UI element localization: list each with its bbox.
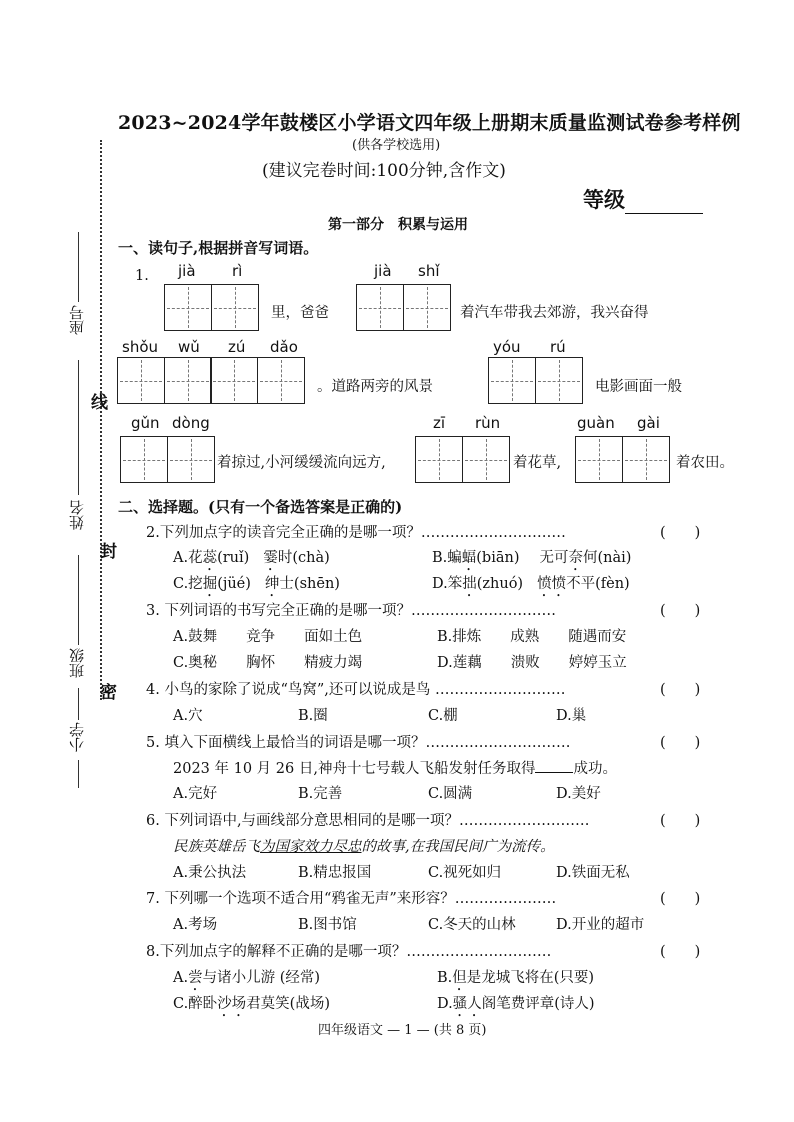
q5-option-b[interactable]: B.完善 — [298, 786, 343, 802]
q8-answer-blank[interactable]: ( ) — [660, 944, 701, 960]
exam-title: 2023~2024学年鼓楼区小学语文四年级上册期末质量监测试卷参考样例 — [118, 112, 741, 134]
school-line[interactable] — [78, 688, 79, 720]
q5-sentence: 2023 年 10 月 26 日,神舟十七号载人飞船发射任务取得 成功。 — [173, 761, 617, 777]
q6-option-d[interactable]: D.铁面无私 — [556, 865, 630, 881]
grade-field — [583, 184, 703, 214]
seat-label: 座号 — [68, 305, 86, 335]
q3-option-b[interactable]: B.排炼 成熟 随遇而安 — [437, 629, 627, 645]
q8-option-a[interactable]: A.尝与诸小儿游 (经常) — [173, 970, 321, 986]
pinyin-gai: gài — [637, 414, 660, 432]
answer-grid-guangai[interactable] — [575, 436, 670, 483]
name-line[interactable] — [78, 360, 79, 495]
page-footer: 四年级语文 — 1 — (共 8 页) — [318, 1023, 487, 1038]
q4-option-a[interactable]: A.穴 — [173, 708, 203, 724]
q6-option-a[interactable]: A.秉公执法 — [173, 865, 247, 881]
sentence-part: 着花草, — [513, 455, 562, 471]
q1-number: 1. — [135, 268, 149, 284]
pinyin-jia2: jià — [374, 262, 392, 280]
q2-option-d[interactable]: D.笨拙(zhuó) 愤愤不平(fèn) — [432, 576, 630, 592]
pinyin-shou: shǒu — [122, 338, 159, 356]
answer-grid-jiari[interactable] — [164, 284, 259, 331]
sentence-part: 电影画面一般 — [595, 379, 682, 395]
q4-answer-blank[interactable]: ( ) — [660, 682, 701, 698]
writing-cell[interactable] — [415, 436, 463, 483]
q7-option-d[interactable]: D.开业的超市 — [556, 917, 645, 933]
writing-cell[interactable] — [575, 436, 623, 483]
grade-blank[interactable] — [625, 195, 703, 214]
q5-option-d[interactable]: D.美好 — [556, 786, 601, 802]
q7-option-a[interactable]: A.考场 — [173, 917, 218, 933]
q4-option-c[interactable]: C.棚 — [428, 708, 458, 724]
q4-option-d[interactable]: D.巢 — [556, 708, 587, 724]
writing-cell[interactable] — [211, 284, 259, 331]
q8-option-c[interactable]: C.醉卧沙场君莫笑(战场) — [173, 996, 331, 1012]
sentence-part: 着汽车带我去郊游，我兴奋得 — [460, 305, 649, 321]
sentence-part: 着掠过,小河缓缓流向远方, — [217, 455, 386, 471]
q7-stem: 7. 下列哪一个选项不适合用“鸦雀无声”来形容？………………… — [146, 891, 557, 907]
pinyin-you: yóu — [493, 338, 521, 356]
q3-option-d[interactable]: D.莲藕 溃败 婷婷玉立 — [437, 655, 627, 671]
pinyin-zi: zī — [433, 414, 446, 432]
q2-option-b[interactable]: B.蝙蝠(biān) 无可奈何(nài) — [432, 550, 632, 566]
part-title: 第一部分 积累与运用 — [328, 217, 468, 233]
seat-line[interactable] — [78, 232, 79, 302]
pinyin-ri: rì — [232, 262, 243, 280]
writing-cell[interactable] — [117, 357, 165, 404]
q6-underlined-phrase: 为国家效力尽忠 — [260, 839, 362, 855]
q6-stem: 6. 下列词语中,与画线部分意思相同的是哪一项？……………………… — [146, 813, 590, 829]
q5-option-c[interactable]: C.圆满 — [428, 786, 473, 802]
q6-option-c[interactable]: C.视死如归 — [428, 865, 502, 881]
binding-label-xian: 线 — [91, 393, 108, 413]
writing-cell[interactable] — [356, 284, 404, 331]
writing-cell[interactable] — [403, 284, 451, 331]
answer-grid-zirun[interactable] — [415, 436, 510, 483]
writing-cell[interactable] — [622, 436, 670, 483]
q3-stem: 3. 下列词语的书写完全正确的是哪一项？………………………… — [146, 603, 556, 619]
q5-answer-blank[interactable]: ( ) — [660, 735, 701, 751]
q8-stem: 8.下列加点字的解释不正确的是哪一项？………………………… — [146, 944, 552, 960]
q2-option-a[interactable]: A.花蕊(ruǐ) 霎时(chà) — [173, 550, 330, 566]
pinyin-guan: guàn — [577, 414, 615, 432]
sentence-part: 里，爸爸 — [271, 305, 329, 321]
q6-option-b[interactable]: B.精忠报国 — [298, 865, 372, 881]
class-line[interactable] — [78, 555, 79, 645]
pinyin-zu: zú — [228, 338, 246, 356]
q6-sentence: 民族英雄岳飞为国家效力尽忠的故事,在我国民间广为流传。 — [173, 839, 555, 855]
answer-grid-youru[interactable] — [488, 357, 583, 404]
pinyin-wu: wǔ — [178, 338, 200, 356]
pinyin-gun: gǔn — [131, 414, 160, 432]
answer-grid-jiashi[interactable] — [356, 284, 451, 331]
q3-answer-blank[interactable]: ( ) — [660, 603, 701, 619]
q8-option-d[interactable]: D.骚人阁笔费评章(诗人) — [437, 996, 595, 1012]
q2-stem: 2.下列加点字的读音完全正确的是哪一项？………………………… — [146, 525, 566, 541]
pinyin-ru: rú — [550, 338, 566, 356]
answer-grid-gundong[interactable] — [120, 436, 215, 483]
pinyin-dong: dòng — [172, 414, 210, 432]
school-label: 小学 — [68, 722, 86, 752]
q5-fill-blank[interactable] — [535, 760, 573, 773]
q3-option-a[interactable]: A.鼓舞 竞争 面如土色 — [173, 629, 363, 645]
writing-cell[interactable] — [210, 357, 258, 404]
pinyin-dao: dǎo — [270, 338, 298, 356]
q3-option-c[interactable]: C.奥秘 胸怀 精疲力竭 — [173, 655, 363, 671]
name-label: 姓名 — [68, 500, 86, 530]
writing-cell[interactable] — [164, 357, 212, 404]
section2-title: 二、选择题。(只有一个备选答案是正确的) — [118, 498, 403, 516]
writing-cell[interactable] — [257, 357, 305, 404]
pinyin-jia: jià — [178, 262, 196, 280]
sentence-part: 着农田。 — [676, 455, 734, 471]
answer-grid-shouwuzudao[interactable] — [117, 357, 305, 404]
exam-note: (供各学校选用) — [352, 138, 441, 153]
q7-answer-blank[interactable]: ( ) — [660, 891, 701, 907]
pinyin-shi: shǐ — [418, 262, 440, 280]
q2-answer-blank[interactable]: ( ) — [660, 525, 701, 541]
section1-title: 一、读句子,根据拼音写词语。 — [118, 239, 319, 257]
writing-cell[interactable] — [120, 436, 168, 483]
pinyin-run: rùn — [475, 414, 501, 432]
writing-cell[interactable] — [462, 436, 510, 483]
binding-label-mi: 密 — [100, 683, 117, 703]
binding-label-feng: 封 — [100, 542, 117, 562]
q4-stem: 4. 小鸟的家除了说成“鸟窝”,还可以说成是鸟 ……………………… — [146, 682, 566, 698]
writing-cell[interactable] — [488, 357, 536, 404]
school-line-lower[interactable] — [78, 760, 79, 788]
writing-cell[interactable] — [535, 357, 583, 404]
class-label: 班级 — [68, 648, 86, 678]
q4-option-b[interactable]: B.圈 — [298, 708, 328, 724]
q6-answer-blank[interactable]: ( ) — [660, 813, 701, 829]
exam-time: (建议完卷时间:100分钟,含作文) — [262, 161, 506, 181]
q7-option-c[interactable]: C.冬天的山林 — [428, 917, 516, 933]
grade-label: 等级 — [583, 187, 625, 212]
q7-option-b[interactable]: B.图书馆 — [298, 917, 357, 933]
sentence-part: 。道路两旁的风景 — [317, 379, 433, 395]
writing-cell[interactable] — [164, 284, 212, 331]
q5-option-a[interactable]: A.完好 — [173, 786, 218, 802]
q8-option-b[interactable]: B.但是龙城飞将在(只要) — [437, 970, 595, 986]
q2-option-c[interactable]: C.挖掘(jüé) 绅士(shēn) — [173, 576, 340, 592]
binding-dotted-line — [100, 140, 102, 700]
writing-cell[interactable] — [167, 436, 215, 483]
q5-stem: 5. 填入下面横线上最恰当的词语是哪一项？………………………… — [146, 735, 571, 751]
